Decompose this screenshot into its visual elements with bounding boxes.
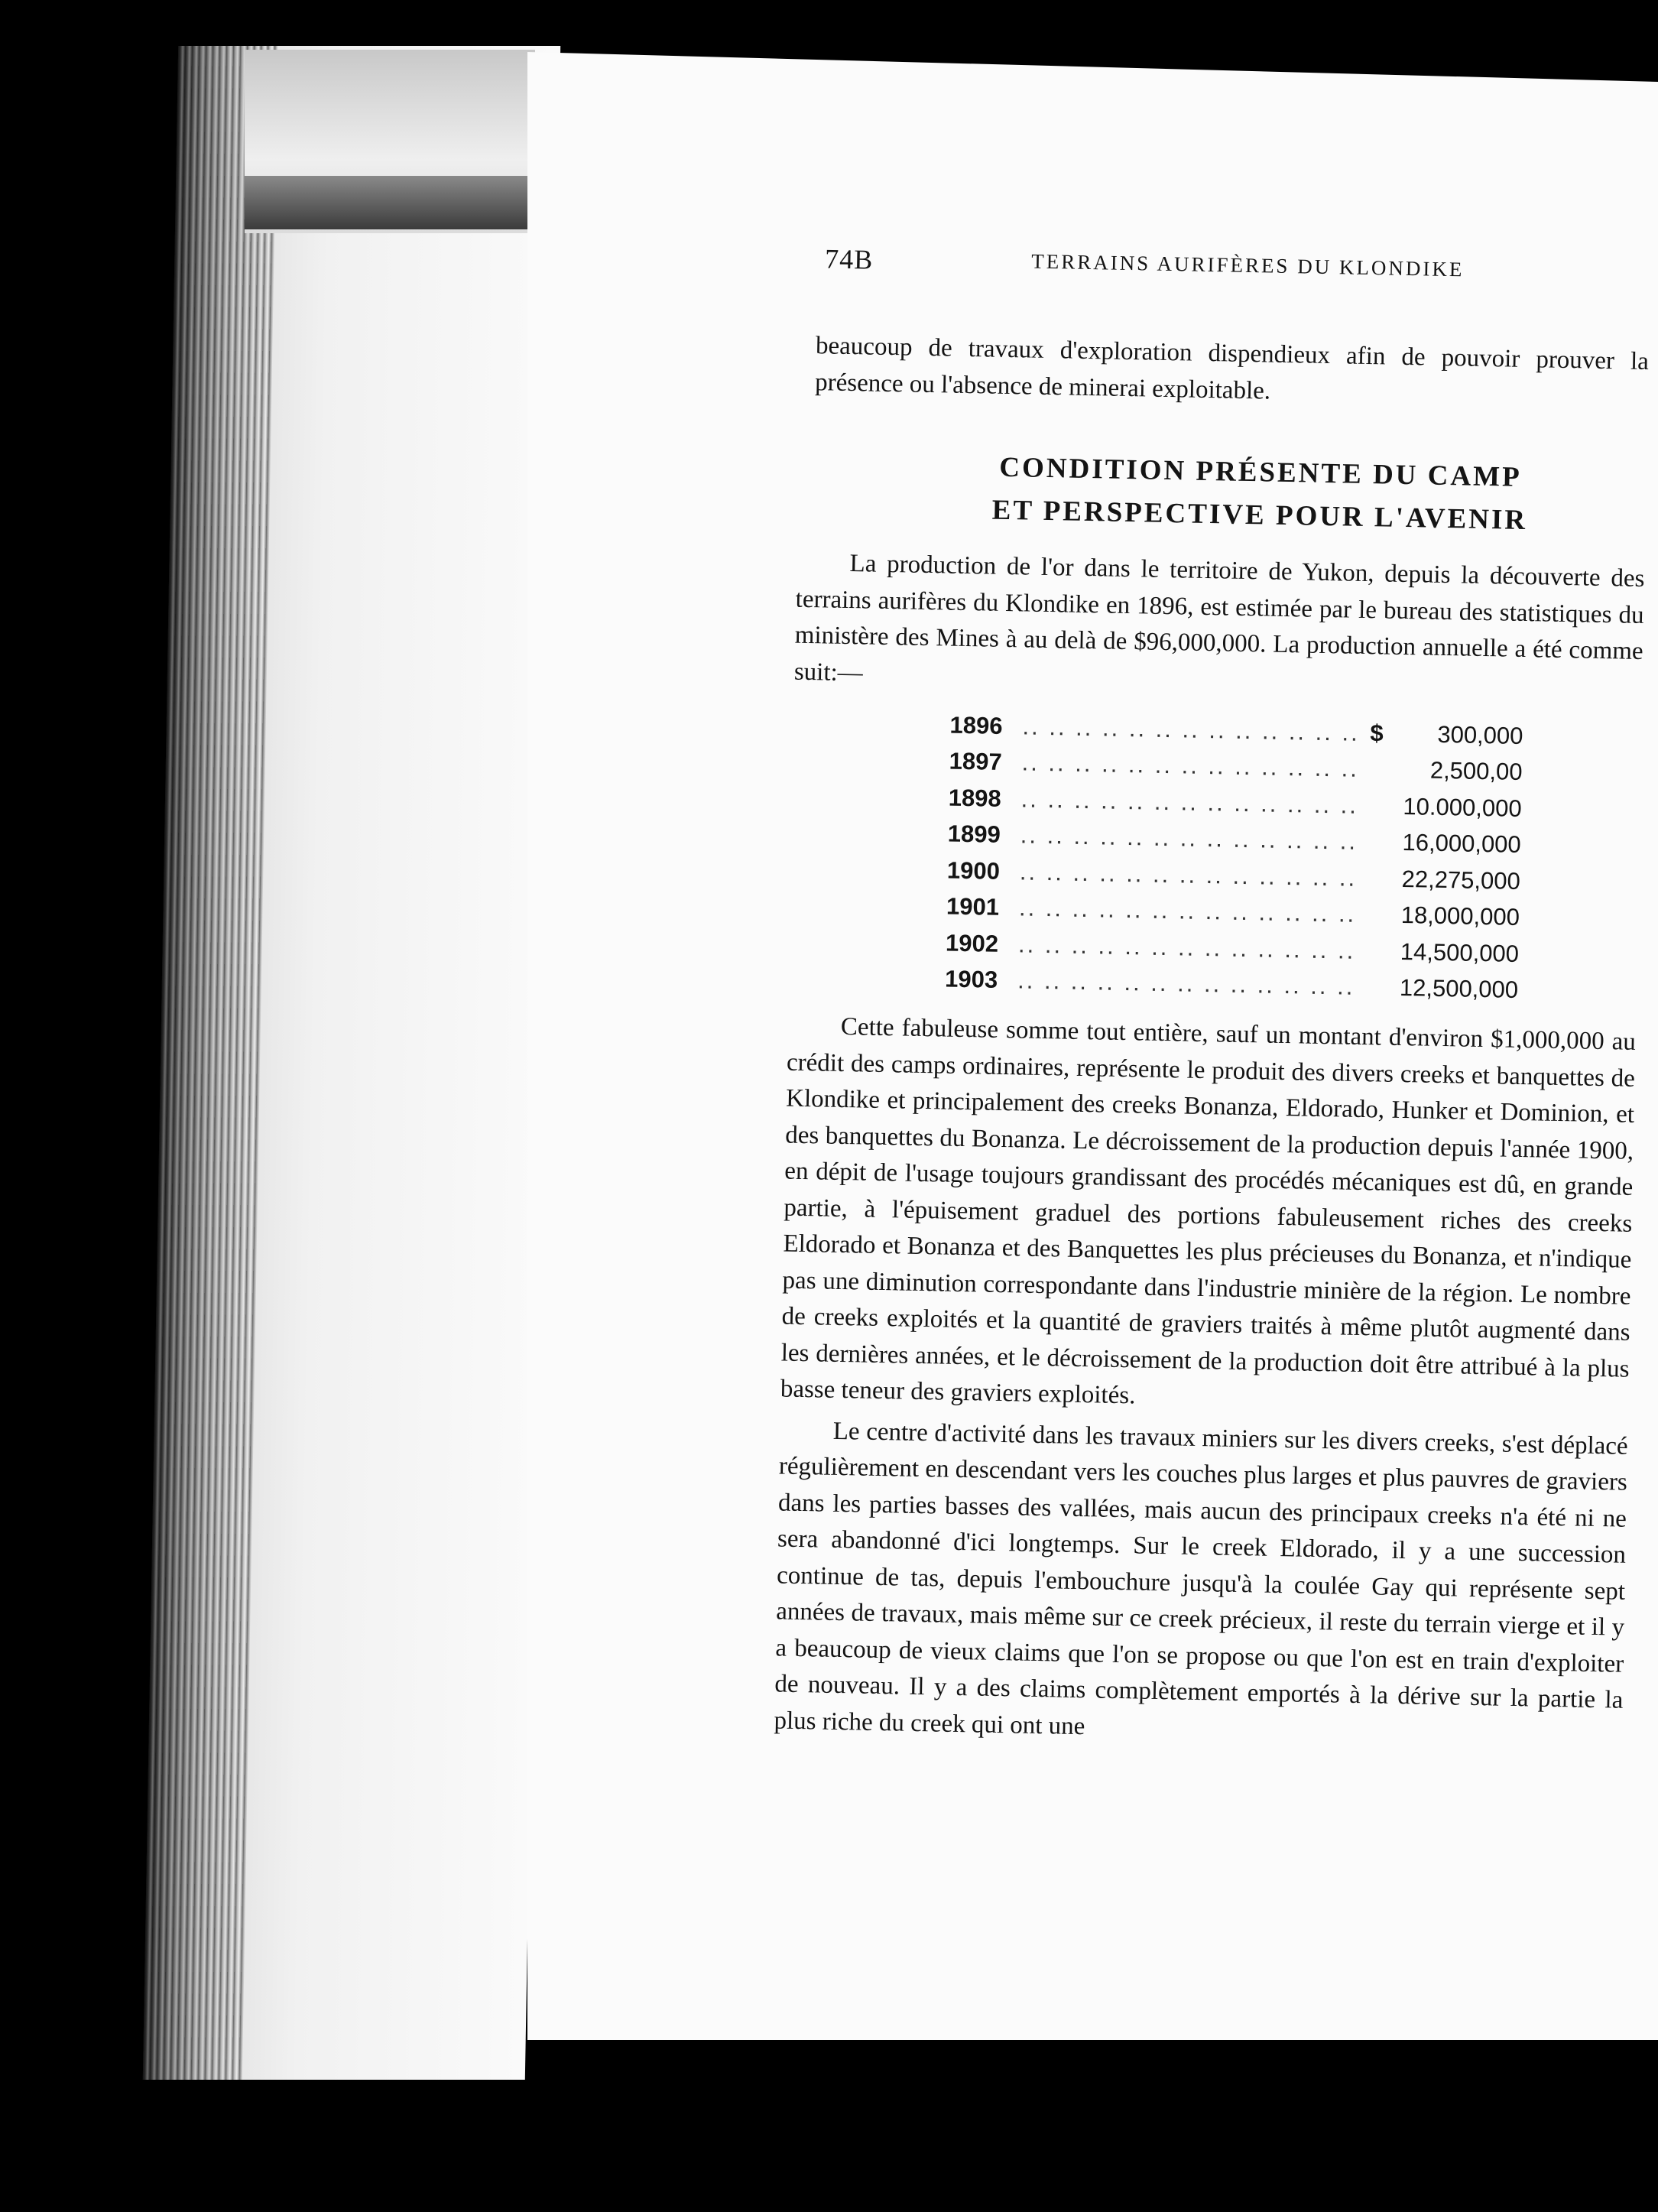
- leader-dots: .. .. .. .. .. .. .. .. .. .. .. .. ..: [1020, 821, 1358, 856]
- currency-symbol: [1366, 933, 1390, 970]
- paragraph-activity-center: Le centre d'activité dans les travaux miniers sur les divers creeks, s'est déplacé régulièrement en descendant vers les couches plus larges et plus pauvres de graviers dans les parties basses des vallées, mais aucun des principaux creeks n'a été ni ne sera abandonné d'ici longtemps. Sur le creek Eldorado, il y a une succession continue de tas, depuis l'embouchure jusqu'à la coulée Gay qui représente sept années de travaux, mais même sur ce creek précieux, il reste du terrain vierge et il y a beaucoup de vieux claims que l'on se propose ou que l'on est en train d'exploiter de nouveau. Il y a des claims complètement emportés à la dérive sur la partie la plus riche du creek qui ont une: [774, 1417, 1629, 1740]
- currency-symbol: [1365, 970, 1389, 1006]
- running-title: TERRAINS AURIFÈRES DU KLONDIKE: [1030, 249, 1465, 281]
- production-year: 1900: [946, 856, 1001, 885]
- currency-symbol: $: [1370, 719, 1384, 747]
- intro-paragraph: beaucoup de travaux d'exploration dispendieux afin de pouvoir prouver la présence ou l'absence de minerai exploitable.: [814, 332, 1650, 405]
- production-year: 1899: [947, 820, 1001, 849]
- currency-symbol: [1369, 752, 1393, 788]
- page-edge-shadow: [245, 176, 543, 229]
- production-amount: 22,275,000: [1401, 865, 1521, 895]
- leader-dots: .. .. .. .. .. .. .. .. .. .. .. .. ..: [1021, 749, 1360, 783]
- leader-dots: .. .. .. .. .. .. .. .. .. .. .. .. ..: [1019, 858, 1358, 892]
- currency-symbol: [1368, 824, 1391, 861]
- production-amount: 300,000: [1437, 720, 1523, 749]
- production-year: 1897: [949, 747, 1002, 776]
- leader-dots: .. .. .. .. .. .. .. .. .. .. .. .. ..: [1022, 713, 1361, 746]
- book-page-edges: [143, 46, 560, 2080]
- leader-dots: .. .. .. .. .. .. .. .. .. .. .. .. ..: [1020, 785, 1359, 819]
- production-amount: 14,500,000: [1400, 937, 1520, 967]
- leader-dots: .. .. .. .. .. .. .. .. .. .. .. .. ..: [1018, 894, 1357, 928]
- production-amount: 12,500,000: [1399, 974, 1519, 1004]
- production-table: [945, 707, 1523, 1009]
- production-amount: 2,500,00: [1429, 756, 1523, 786]
- production-year: 1898: [948, 784, 1002, 812]
- production-amount: 16,000,000: [1402, 829, 1522, 859]
- production-amount: 10.000,000: [1403, 792, 1522, 822]
- section-heading-line-1: CONDITION PRÉSENTE DU CAMP: [998, 451, 1523, 493]
- production-year: 1903: [944, 965, 998, 994]
- leader-dots: .. .. .. .. .. .. .. .. .. .. .. .. ..: [1017, 966, 1355, 1001]
- paragraph-fabulous-sum: Cette fabuleuse somme tout entière, sauf un montant d'environ $1,000,000 au crédit des camps ordinaires, représente le produit des divers creeks et banquettes de Klondike et principalement des creeks Bonanza, Eldorado, Hunker et Dominion, et des banquettes du Bonanza. Le décroissement de la production depuis l'année 1900, en dépit de l'usage toujours grandissant des procédés mécaniques est dû, en grande partie, à l'épuisement graduel des portions fabuleusement riches des creeks Eldorado et Bonanza et des Banquettes les plus précieuses du Bonanza, et n'indique pas une diminution correspondante dans l'industrie minière de la région. Le nombre de creeks exploités et la quantité de graviers traités à même plutôt augmenté dans les dernières années, et le décroissement de la production doit être attribué à la plus basse teneur des graviers exploités.: [780, 1012, 1637, 1410]
- production-year: 1896: [949, 711, 1003, 739]
- currency-symbol: [1367, 860, 1390, 897]
- production-year: 1901: [946, 892, 1000, 921]
- production-amount: 18,000,000: [1400, 901, 1520, 931]
- leader-dots: .. .. .. .. .. .. .. .. .. .. .. .. ..: [1017, 931, 1356, 964]
- currency-symbol: [1366, 897, 1390, 934]
- page-content: [743, 229, 1658, 1756]
- section-heading: [767, 442, 1658, 544]
- section-heading-line-2: ET PERSPECTIVE POUR L'AVENIR: [991, 494, 1528, 537]
- page-number: 74B: [824, 243, 874, 275]
- paragraph-production: La production de l'or dans le territoire de Yukon, depuis la découverte des terrains aurifères du Klondike en 1896, est estimée par le bureau des statistiques du ministère des Mines à au delà de $96,000,000. La production annuelle a été comme suit:—: [793, 550, 1645, 687]
- currency-symbol: [1368, 788, 1392, 824]
- production-table-body: [945, 707, 1523, 1009]
- production-year: 1902: [945, 929, 999, 957]
